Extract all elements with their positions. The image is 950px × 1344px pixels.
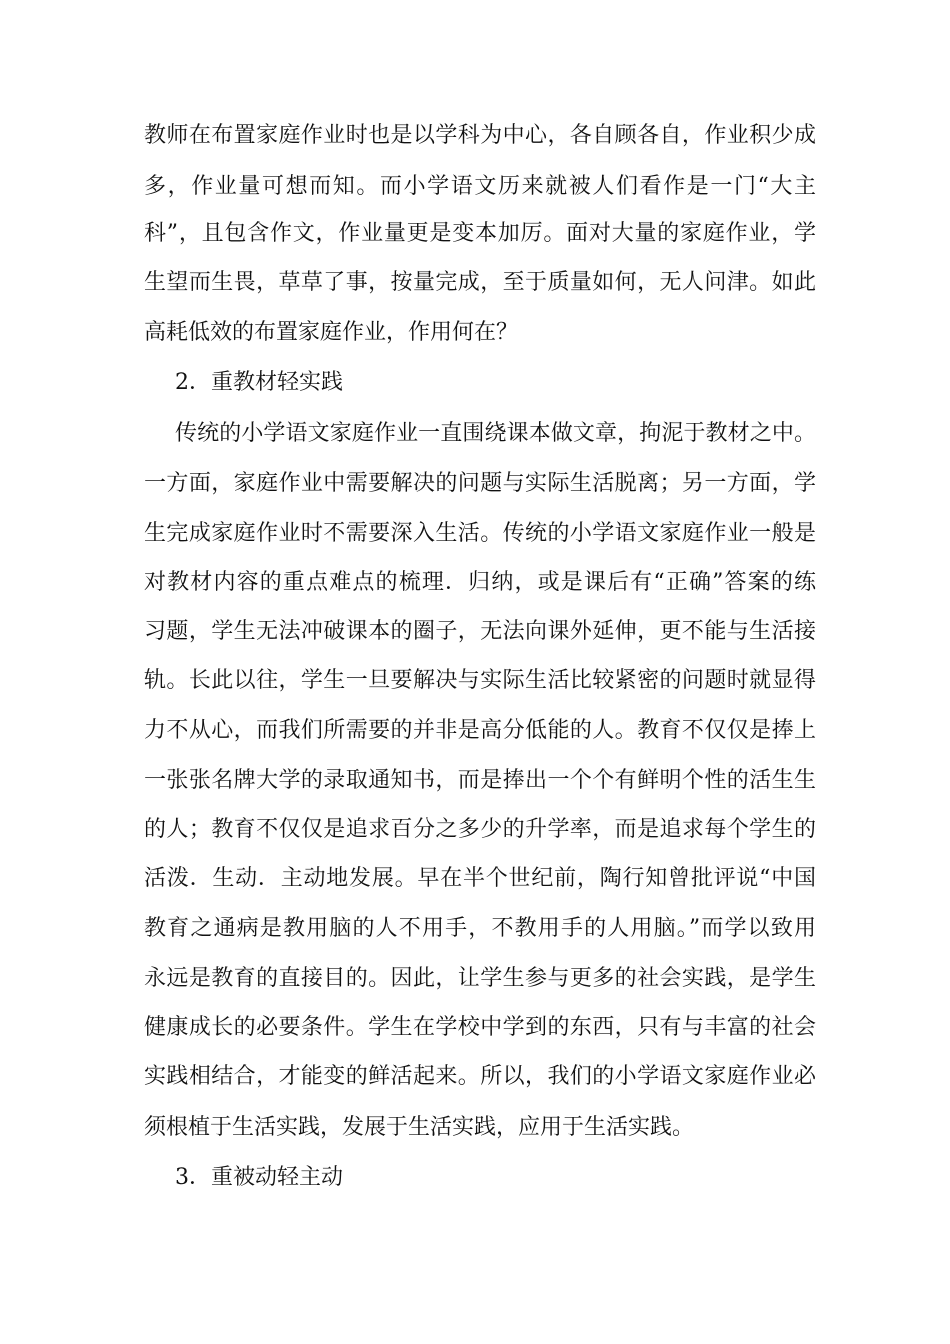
paragraph-line: 对教材内容的重点难点的梳理．归纳，或是课后有“正确”答案的练 xyxy=(144,570,816,595)
paragraph-line: 活泼．生动．主动地发展。早在半个世纪前，陶行知曾批评说“中国 xyxy=(144,866,816,891)
paragraph-line: 的人；教育不仅仅是追求百分之多少的升学率，而是追求每个学生的 xyxy=(144,817,816,842)
paragraph-line: 高耗低效的布置家庭作业，作用何在？ xyxy=(144,320,519,345)
section-heading: 3．重被动轻主动 xyxy=(175,1165,343,1190)
paragraph-line: 一方面，家庭作业中需要解决的问题与实际生活脱离；另一方面，学 xyxy=(144,471,816,496)
paragraph-line: 健康成长的必要条件。学生在学校中学到的东西，只有与丰富的社会 xyxy=(144,1015,816,1040)
paragraph-line: 传统的小学语文家庭作业一直围绕课本做文章，拘泥于教材之中。 xyxy=(175,421,816,446)
paragraph-line: 科”，且包含作文，作业量更是变本加厉。面对大量的家庭作业，学 xyxy=(144,221,816,246)
paragraph-line: 轨。长此以往，学生一旦要解决与实际生活比较紧密的问题时就显得 xyxy=(144,668,816,693)
paragraph-line: 永远是教育的直接目的。因此，让学生参与更多的社会实践，是学生 xyxy=(144,966,816,991)
paragraph-line: 生望而生畏，草草了事，按量完成，至于质量如何，无人问津。如此 xyxy=(144,270,816,295)
paragraph-line: 习题，学生无法冲破课本的圈子，无法向课外延伸，更不能与生活接 xyxy=(144,619,816,644)
paragraph-line: 教师在布置家庭作业时也是以学科为中心，各自顾各自，作业积少成 xyxy=(144,123,816,148)
paragraph-line: 教育之通病是教用脑的人不用手，不教用手的人用脑。”而学以致用 xyxy=(144,916,816,941)
paragraph-line: 力不从心，而我们所需要的并非是高分低能的人。教育不仅仅是捧上 xyxy=(144,718,816,743)
section-heading: 2．重教材轻实践 xyxy=(175,370,343,395)
paragraph-line: 多，作业量可想而知。而小学语文历来就被人们看作是一门“大主 xyxy=(144,174,816,199)
paragraph-line: 一张张名牌大学的录取通知书，而是捧出一个个有鲜明个性的活生生 xyxy=(144,768,816,793)
paragraph-line: 须根植于生活实践，发展于生活实践，应用于生活实践。 xyxy=(144,1115,695,1140)
paragraph-line: 生完成家庭作业时不需要深入生活。传统的小学语文家庭作业一般是 xyxy=(144,521,816,546)
paragraph-line: 实践相结合，才能变的鲜活起来。所以，我们的小学语文家庭作业必 xyxy=(144,1064,816,1089)
